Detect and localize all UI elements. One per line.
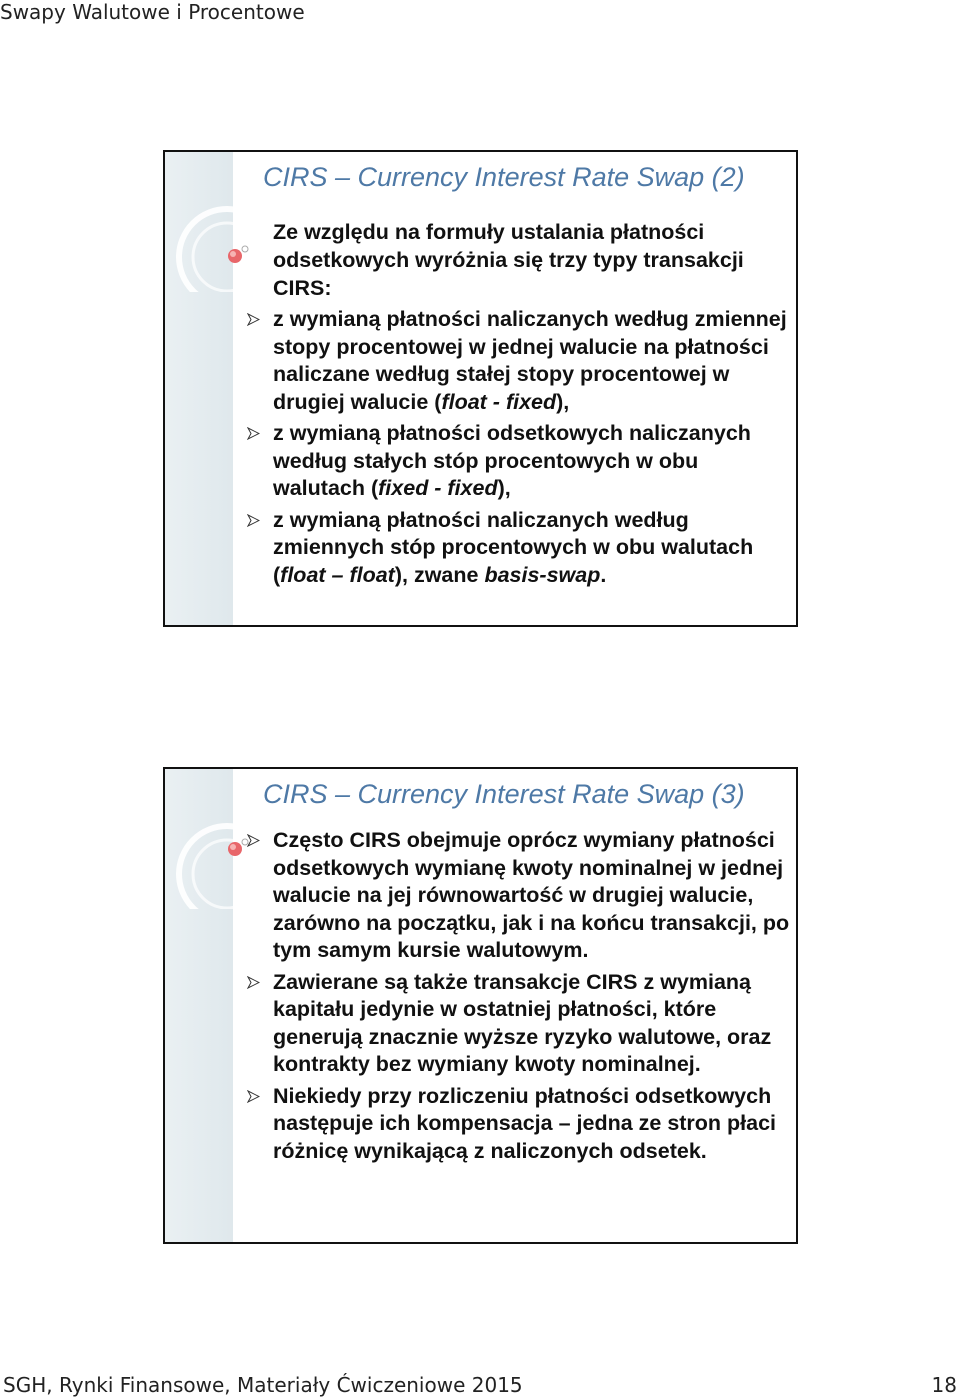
slide-cirs-2 — [163, 150, 798, 627]
bullet-text: z wymianą płatności odsetkowych naliczanych według stałych stóp procentowych w obu walutach ( — [273, 421, 751, 500]
list-item — [273, 306, 793, 416]
slide-title: CIRS – Currency Interest Rate Swap (3) — [263, 779, 745, 809]
bullet-text: Często CIRS obejmuje oprócz wymiany płatności odsetkowych wymianę kwoty nominalnej w jednej walucie na jej równowartość w drugiej walucie, zarówno na początku, jak i na końcu transakcji, po tym samym kursie walutowym. — [273, 828, 790, 962]
arrow-bullet-icon — [247, 834, 260, 847]
list-item — [273, 1083, 793, 1166]
arrow-bullet-icon — [247, 1090, 260, 1103]
list-item — [273, 827, 793, 965]
bullet-list — [273, 827, 793, 1169]
bullet-emphasis: basis-swap — [484, 562, 601, 587]
bullet-text: Niekiedy przy rozliczeniu płatności odsetkowych następuje ich kompensacja – jedna ze stron płaci różnicę wynikającą z naliczonych odsetek. — [273, 1083, 777, 1163]
bullet-text: ), — [556, 389, 570, 414]
bullet-text: Zawierane są także transakcje CIRS z wymianą kapitału jedynie w ostatniej płatności, które generują znacznie wyższe ryzyko walutowe, oraz kontrakty bez wymiany kwoty nominalnej. — [273, 969, 772, 1076]
bullet-text: . — [600, 562, 607, 587]
bullet-emphasis: fixed - fixed — [378, 476, 498, 500]
arrow-bullet-icon — [247, 514, 260, 527]
arrow-bullet-icon — [247, 427, 260, 440]
list-item — [273, 420, 793, 503]
list-item — [273, 969, 793, 1079]
arrow-bullet-icon — [247, 313, 260, 326]
bullet-text: z wymianą płatności naliczanych według zmiennej stopy procentowej w jednej walucie na płatności naliczane według stałej stopy procentowej w drugiej walucie ( — [273, 307, 787, 414]
bullet-emphasis: float - fixed — [441, 389, 557, 414]
bullet-emphasis: float – float — [280, 562, 395, 587]
arrow-bullet-icon — [247, 976, 260, 989]
page-header: Swapy Walutowe i Procentowe — [0, 0, 305, 24]
page-number: 18 — [931, 1373, 957, 1397]
page-footer — [0, 1373, 960, 1399]
bullet-text: z wymianą płatności naliczanych według zmiennych stóp procentowych w obu walutach ( — [273, 507, 754, 587]
bullet-text: ), zwane — [394, 562, 485, 587]
bullet-text: ), — [497, 476, 511, 500]
list-item — [273, 507, 793, 590]
slide-cirs-3 — [163, 767, 798, 1244]
slide-title: CIRS – Currency Interest Rate Swap (2) — [263, 162, 745, 192]
bullet-list — [273, 306, 793, 593]
footer-text: SGH, Rynki Finansowe, Materiały Ćwiczeniowe 2015 — [3, 1373, 523, 1397]
slide-intro-text: Ze względu na formuły ustalania płatności odsetkowych wyróżnia się trzy typy transakcji CIRS: — [273, 220, 744, 300]
